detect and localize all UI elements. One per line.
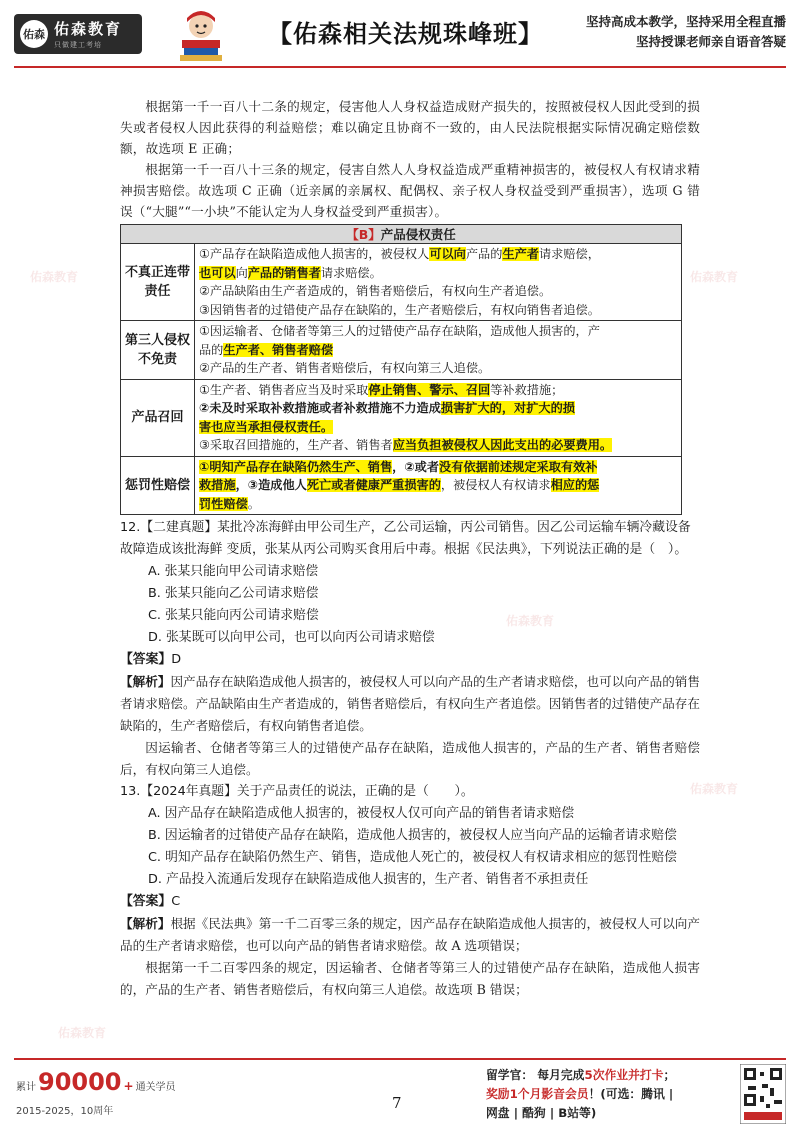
stat-prefix: 累计 xyxy=(16,1082,36,1093)
highlighted-text: 也可以 xyxy=(199,265,236,280)
slogan-line: 坚持高成本教学，坚持采用全程直播 xyxy=(585,14,786,29)
promo-part: 留学官： 每月完成 xyxy=(486,1068,585,1082)
row-line xyxy=(199,399,677,418)
option-item: B. 因运输者的过错使产品存在缺陷，造成他人损害的，被侵权人应当向产品的运输者请求赔偿 xyxy=(148,828,677,843)
paragraph: 根据第一千一百八十三条的规定，侵害自然人人身权益造成严重精神损害的，被侵权人有权请求精神损害赔偿。故选项 C 正确（近亲属的亲属权、配偶权、亲子权人身权益受到严重损害），选项 G 错误（“大腿”“一小块”不能认定为人身权益受到严重损害）。 xyxy=(120,162,700,219)
row-line xyxy=(199,301,677,320)
row-line xyxy=(199,418,677,437)
option-item: D. 张某既可以向甲公司，也可以向丙公司请求赔偿 xyxy=(148,630,435,645)
row-body xyxy=(195,379,682,456)
option-item: A. 张某只能向甲公司请求赔偿 xyxy=(148,564,319,579)
row-text: 请求赔偿， xyxy=(539,247,600,261)
highlighted-text: 产品的销售者 xyxy=(247,265,321,280)
watermark: 佑森教育 xyxy=(506,614,555,628)
table-row xyxy=(121,379,682,456)
watermark: 佑森教育 xyxy=(58,1026,107,1040)
row-text: ，②或者 xyxy=(392,459,440,474)
row-line xyxy=(199,381,677,400)
highlighted-text: 应当负担被侵权人因此支出的必要费用。 xyxy=(392,438,613,452)
paragraph: 根据第一千一百八十二条的规定，侵害他人人身权益造成财产损失的，按照被侵权人因此受到的损失或者侵权人因此获得的利益赔偿；难以确定且协商不一致的，由人民法院根据实际情况确定赔偿数额，故选项 E 正确； xyxy=(120,99,700,156)
option-item: C. 明知产品存在缺陷仍然生产、销售，造成他人死亡的，被侵权人有权请求相应的惩罚性赔偿 xyxy=(148,850,677,865)
highlighted-text: 生产者、销售者赔偿 xyxy=(223,342,334,357)
row-text: ①因运输者、仓储者等第三人的过错使产品存在缺陷，造成他人损害的，产 xyxy=(199,324,600,338)
row-text: ③因销售者的过错使产品存在缺陷的，生产者赔偿后，有权向销售者追偿。 xyxy=(199,302,600,317)
row-text: ②产品缺陷由生产者造成的，销售者赔偿后，有权向生产者追偿。 xyxy=(199,284,552,298)
question-stem: 13.【2024年真题】关于产品责任的说法，正确的是（ ）。 xyxy=(120,784,474,799)
row-text: 请求赔偿。 xyxy=(320,265,382,280)
row-line xyxy=(199,495,677,514)
row-line xyxy=(199,322,677,341)
highlighted-text: 停止销售、警示、召回 xyxy=(368,382,491,397)
row-text: ②未及时采取补救措施或者补救措施不力造成 xyxy=(199,401,441,415)
answer-label: 【答案】 xyxy=(120,894,172,909)
logo-seal-icon: 佑森 xyxy=(20,20,48,48)
table-title-tag: 【B】 xyxy=(346,227,381,242)
answer-line xyxy=(120,649,700,671)
course-title: 【佑森相关法规珠峰班】 xyxy=(268,20,543,48)
row-line xyxy=(199,341,677,360)
row-body xyxy=(195,244,682,321)
watermark: 佑森教育 xyxy=(30,270,79,284)
row-text: ①生产者、销售者应当及时采取 xyxy=(199,382,369,397)
table-title-text: 产品侵权责任 xyxy=(380,227,456,242)
promo-highlight: 奖励1个月影音会员 xyxy=(486,1087,589,1101)
explanation: 根据第一千二百零四条的规定，因运输者、仓储者等第三人的过错使产品存在缺陷，造成他人损害的，产品的生产者、销售者赔偿后，有权向第三人追偿。故选项 B 错误； xyxy=(120,960,700,997)
row-text: 向 xyxy=(235,265,248,280)
stat-number: 90000 xyxy=(38,1068,122,1096)
slogan-line: 坚持授课老师亲自语音答疑 xyxy=(635,34,786,49)
row-line xyxy=(199,264,677,283)
highlighted-text: 救措施 xyxy=(199,478,236,492)
row-header: 不真正连带责任 xyxy=(121,244,195,321)
option-item: C. 张某只能向丙公司请求赔偿 xyxy=(148,608,319,623)
row-line xyxy=(199,282,677,301)
option-list xyxy=(120,561,700,649)
watermark: 佑森教育 xyxy=(690,270,739,284)
row-body xyxy=(195,321,682,380)
row-text: 等补救措施； xyxy=(490,382,564,397)
row-line xyxy=(199,458,677,477)
row-text: ，被侵权人有权请求 xyxy=(440,478,551,492)
highlighted-text: ①明知产品存在缺陷仍然生产、销售 xyxy=(199,459,393,474)
page-number: 7 xyxy=(392,1094,402,1112)
row-text: ①产品存在缺陷造成他人损害的，被侵权人 xyxy=(199,247,430,261)
row-text: 。 xyxy=(247,496,260,511)
row-text: ，③造成他人 xyxy=(235,478,307,492)
option-item: A. 因产品存在缺陷造成他人损害的，被侵权人仅可向产品的销售者请求赔偿 xyxy=(148,806,575,821)
highlighted-text: 生产者 xyxy=(502,247,539,261)
row-line xyxy=(199,359,677,378)
answer-label: 【答案】 xyxy=(120,652,172,667)
highlighted-text: 害也应当承担侵权责任。 xyxy=(199,419,334,434)
table-row xyxy=(121,456,682,515)
stat-years: 2015-2025，10周年 xyxy=(16,1106,114,1117)
row-body xyxy=(195,456,682,515)
logo-name: 佑森教育 xyxy=(54,20,123,38)
promo-part: 网盘 | 酷狗 | B站等) xyxy=(486,1106,597,1120)
student-count xyxy=(16,1068,176,1096)
page-header xyxy=(0,0,800,70)
product-liability-table xyxy=(120,224,682,515)
stat-plus: + xyxy=(123,1079,134,1093)
explanation xyxy=(120,913,700,957)
table-row xyxy=(121,244,682,321)
logo-tagline: 只做建工考培 xyxy=(54,41,102,49)
row-line xyxy=(199,245,677,264)
option-list xyxy=(120,803,700,891)
promo-part: ！(可选：腾讯 | xyxy=(588,1087,674,1101)
slogans xyxy=(586,12,786,52)
table-title xyxy=(121,225,682,244)
row-line xyxy=(199,436,677,455)
row-header: 第三人侵权不免责 xyxy=(121,321,195,380)
row-header: 惩罚性赔偿 xyxy=(121,456,195,515)
mascot-icon xyxy=(172,6,230,62)
explain-text: 因产品存在缺陷造成他人损害的，被侵权人可以向产品的生产者请求赔偿，也可以向产品的销售者请求赔偿。产品缺陷由生产者造成的，销售者赔偿后，有权向生产者追偿。因销售者的过错使产品存在缺陷的，生产者赔偿后，有权向销售者追偿。 xyxy=(120,674,701,733)
row-text: 产品的 xyxy=(465,247,503,261)
highlighted-text: 死亡或者健康严重损害的 xyxy=(306,478,441,492)
promo-part: ； xyxy=(663,1068,676,1082)
row-text: 品的 xyxy=(199,342,224,357)
answer-value: C xyxy=(171,894,181,909)
highlighted-text: 相应的惩 xyxy=(550,478,600,492)
explain-label: 【解析】 xyxy=(120,916,171,931)
footer-divider xyxy=(14,1058,786,1060)
option-item: B. 张某只能向乙公司请求赔偿 xyxy=(148,586,319,601)
header-divider xyxy=(14,66,786,68)
highlighted-text: 损害扩大的，对扩大的损 xyxy=(440,401,575,415)
answer-value: D xyxy=(171,652,182,667)
answer-line xyxy=(120,891,700,913)
highlighted-text: 罚性赔偿 xyxy=(199,496,248,511)
promo-text xyxy=(486,1066,736,1123)
question-stem: 12.【二建真题】某批冷冻海鲜由甲公司生产，乙公司运输，丙公司销售。因乙公司运输车辆冷藏设备故障造成该批海鲜 变质，张某从丙公司购买食用后中毒。根据《民法典》，下列说法正确的是（ ）。 xyxy=(120,520,691,557)
table-row xyxy=(121,321,682,380)
watermark: 佑森教育 xyxy=(690,782,739,796)
qr-code-icon xyxy=(740,1064,786,1124)
explanation xyxy=(120,671,700,737)
stat-suffix: 通关学员 xyxy=(135,1082,176,1093)
brand-logo xyxy=(14,14,142,54)
highlighted-text: 没有依据前述规定采取有效补 xyxy=(439,459,598,474)
row-header: 产品召回 xyxy=(121,379,195,456)
highlighted-text: 可以向 xyxy=(429,247,466,261)
explain-text: 根据《民法典》第一千二百零三条的规定，因产品存在缺陷造成他人损害的，被侵权人可以向产品的生产者请求赔偿，也可以向产品的销售者请求赔偿。故 A 选项错误； xyxy=(120,916,701,953)
row-text: ②产品的生产者、销售者赔偿后，有权向第三人追偿。 xyxy=(199,361,491,375)
row-line xyxy=(199,476,677,495)
row-text: ③采取召回措施的，生产者、销售者 xyxy=(199,438,393,452)
explain-label: 【解析】 xyxy=(120,674,171,689)
explanation: 因运输者、仓储者等第三人的过错使产品存在缺陷，造成他人损害的，产品的生产者、销售者赔偿后，有权向第三人追偿。 xyxy=(120,740,700,777)
table-body xyxy=(121,244,682,515)
option-item: D. 产品投入流通后发现存在缺陷造成他人损害的，生产者、销售者不承担责任 xyxy=(148,872,589,887)
promo-highlight: 5次作业并打卡 xyxy=(584,1068,664,1082)
page-content xyxy=(120,96,700,1001)
